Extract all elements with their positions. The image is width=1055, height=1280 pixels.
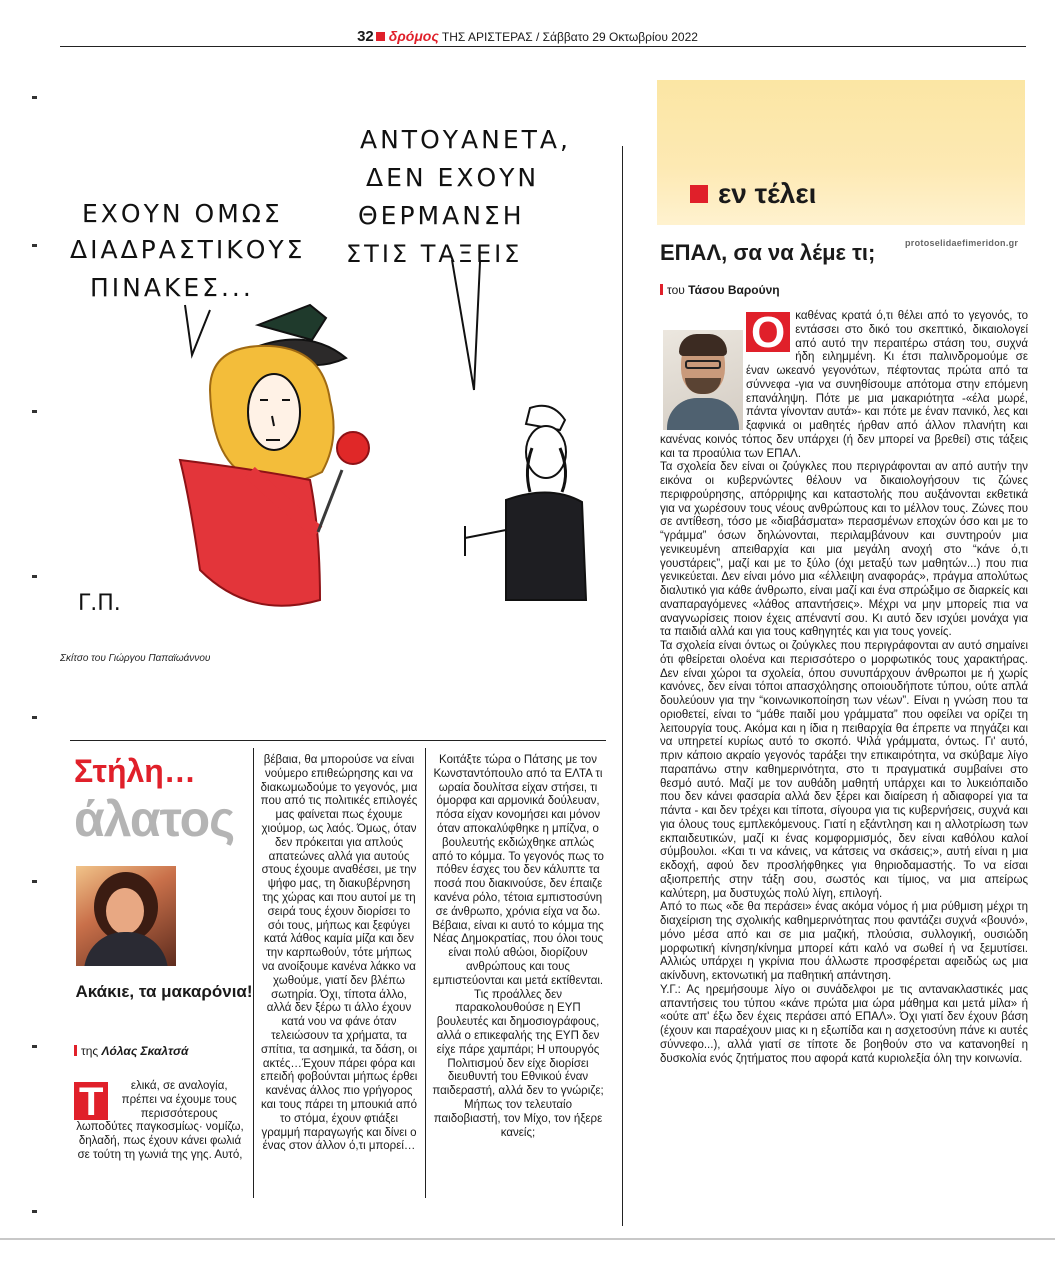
drop-cap: Τ	[74, 1082, 108, 1120]
author-photo	[76, 866, 176, 966]
column-separator	[425, 748, 426, 1198]
article-body	[660, 310, 1028, 1066]
margin-mark	[32, 96, 37, 99]
red-square-icon	[376, 32, 385, 41]
speech-right-line-1: ΑΝΤΟΥΑΝΕΤΑ,	[360, 125, 571, 154]
paragraph: Τα σχολεία δεν είναι οι ζούγκλες που περιγράφονται αν από αυτήν την εικόνα οι κυβερνώντες θέλουν να δικαιολογήσουν τις ζώνες περιφρούρησης, απόρριψης και καταστολής που αυξάνονται εκθετικά για να χωρέσουν τους νέους ανθρώπους και το μέλλον τους. Ζώνες που σε αντίθεση, τόσο με «διαβάσματα» περασμένων εποχών όσο και με το “γράμμα” όσων δηλώνονται, περιλαμβάνουν και συντηρούν μια γενικευμένη απειθαρχία και μια μεγάλη ανοχή στο “κάνε ό,τι γουστάρεις”, μαζί και με το ξύλο (όχι μεταξύ των μαθητών...) που πια γενικεύεται. Δεν είναι μόνο μια «έλλειψη αναφοράς», πράγμα απολύτως διαλυτικό για κάθε άνθρωπο, είναι μαζί και ένα σπρώξιμο σε διαρκείς και αναπαραγόμενες «λάθος απαντήσεις». Μέχρι να μην μπορείς πια να αναγνωρίσεις ποιον έχεις απέναντί σου. Κι αυτό δεν ισχύει μονάχα για τα παιδιά αλλά και για τους καθηγητές και για τους γονείς.	[660, 461, 1028, 639]
margin-mark	[32, 716, 37, 719]
speech-right-line-2: ΔΕΝ ΕΧΟΥΝ	[366, 163, 540, 192]
article-column-2: βέβαια, θα μπορούσε να είναι νούμερο επιθεώρησης και να διακωμωδούμε το γεγονός, μια που από τις πολιτικές επιλογές μας φαίνεται πως έχουμε χιούμορ, ως λαός. Όμως, όταν δεν πρόκειται για απλούς απατεώνες αλλά για αυτούς στους έχουμε αναθέσει, με την ψήφο μας, τη διακυβέρνηση της χώρας και που αυτοί με τη σειρά τους έχουν διορίσει το σόι τους, μήπως και ξεφύγει κατά λάθος καμία μίζα και δεν την καρπωθούν, τότε μήπως να ανοίξουμε κανένα λάκκο να χωθούμε, γιατί δεν βλέπω σωτηρία. Όχι, τίποτα άλλο, αλλά δεν ξέρω τι άλλο έχουν κατά νου να φάνε όταν τελειώσουν τα χρήματα, τα σπίτια, τα ασημικά, τα δάση, οι ακτές…Έχουν πάρει φόρα και επειδή φοβούνται μήπως έρθει κανένας άλλος πιο γρήγορος και τους πάρει τη μπουκιά από το στόμα, έχουν φτιάξει γραμμή παραγωγής και δίνει ο ένας στον άλλον ό,τι μπορεί…	[260, 754, 418, 1153]
speech-left-line-3: ΠΙΝΑΚΕΣ...	[90, 273, 254, 302]
article-headline: Ακάκιε, τα μακαρόνια!	[75, 982, 253, 1001]
page-number: 32	[357, 28, 374, 45]
column-separator	[253, 748, 254, 1198]
paper-name: δρόμος	[388, 28, 439, 44]
paragraph: Από το πως «δε θα περάσει» ένας ακόμα νόμος ή μια ρύθμιση μέχρι τη διαχείριση της σχολικής καθημερινότητας που φαντάζει συχνά «βουνό», μόνο μέσα από και σε μια μαζική, πλούσια, συλλογική, ουσιώδη μορφωτική κίνηση/κίνημα μπορεί κάτι καλό να σωθεί ή να ξεμυτίσει. Αλλιώς υπάρχει η γκρίνια που άλλωστε προσφέρεται αφειδώς ως μια ακίνδυνη, εκτονωτική μα παθητική απάντηση.	[660, 901, 1028, 982]
byline: της Λόλας Σκαλτσά	[74, 1044, 188, 1058]
article-column-1: Τ ελικά, σε αναλογία, πρέπει να έχουμε τους περισσότερους λωποδύτες παγκοσμίως· νομίζω, δηλαδή, πως έχουν κάνει φωλιά σε τούτη τη γωνιά της γης. Αυτό,	[74, 1080, 246, 1163]
paragraph: Ο καθένας κρατά ό,τι θέλει από το γεγονός, το εντάσσει στο δικό του σκεπτικό, δικαιολογεί από αυτό την περαιτέρω στάση του, συχνά ήδη ειλημμένη. Κι έτσι παλινδρομούμε σε έναν ωκεανό γεγονότων, πέφτοντας πρώτα από τα σύννεφα -για να συνηθίσουμε απότομα στην επόμενη επανάληψη. Πότε με μια μακαριότητα -«έλα μωρέ, πάντα γίνονταν αυτά»- και πότε με έναν πανικό, λες και ξαφνικά οι μαθητές ήρθαν από άλλον πλανήτη και κανένας κοινός τόπος δεν υπάρχει (ή δεν μπορεί να βρεθεί) στις τάξεις και τα προαύλια των ΕΠΑΛ.	[660, 308, 1028, 460]
margin-mark	[32, 880, 37, 883]
artist-signature: Γ.Π.	[78, 591, 121, 616]
column-separator	[622, 146, 623, 1226]
watermark: protoselidaefimeridon.gr	[905, 238, 1019, 248]
margin-mark	[32, 244, 37, 247]
speech-left-line-2: ΔΙΑΔΡΑΣΤΙΚΟΥΣ	[70, 235, 306, 264]
byline: του Τάσου Βαρούνη	[660, 283, 780, 297]
speech-right-line-3: ΘΕΡΜΑΝΣΗ	[358, 201, 525, 230]
column-title-subtitle: άλατος	[74, 791, 235, 847]
paragraph: Υ.Γ.: Ας ηρεμήσουμε λίγο οι συνάδελφοι με τις αντανακλαστικές μας απαντήσεις του τύπου «κάνε πρώτα μια ώρα μάθημα και μετά μίλα» ή «ούτε απ' έξω δεν έχεις περάσει από ΕΠΑΛ». Όχι γιατί δεν έχουν βάση (έχουν και παραέχουν μιας κι η εξωπίδα και η ασχετοσύνη πάνε κι αυτές σύννεφο...), αλλά γιατί σε τίποτε δε βοηθούν στο να κατανοηθεί η δυσκολία ενός ζητήματος που αφορά κατά κυριολεξία όλη την κοινωνία.	[660, 983, 1028, 1065]
section-rule	[70, 740, 606, 741]
author-name: Λόλας Σκαλτσά	[101, 1044, 189, 1058]
header-rule	[60, 46, 1026, 47]
margin-mark	[32, 575, 37, 578]
drop-cap: Ο	[746, 312, 790, 352]
cartoon-caption: Σκίτσο του Γιώργου Παπαϊωάννου	[60, 653, 211, 664]
paper-issue: ΤΗΣ ΑΡΙΣΤΕΡΑΣ / Σάββατο 29 Οκτωβρίου 2022	[441, 30, 698, 44]
red-square-icon	[690, 185, 708, 203]
margin-mark	[32, 1045, 37, 1048]
footer-rule	[0, 1238, 1055, 1240]
cartoon-sketch	[60, 100, 620, 660]
page-header	[0, 28, 1055, 45]
margin-mark	[32, 410, 37, 413]
speech-right-line-4: ΣΤΙΣ ΤΑΞΕΙΣ	[346, 240, 523, 268]
article-headline: ΕΠΑΛ, σα να λέμε τι;	[660, 240, 876, 265]
article-column-3: Κοιτάξτε τώρα ο Πάτσης με τον Κωνσταντόπουλο από τα ΕΛΤΑ τι ωραία δουλίτσα είχαν στήσει, τι όμορφα και αρμονικά δούλευαν, πόσα είχαν κονομήσει και μόνον όταν αποκαλύφθηκε η μπίζνα, ο βουλευτής εκδιώχθηκε απλώς από το κόμμα. Το γεγονός πως το πόθεν έσχες του δεν κάλυπτε τα ποσά που διακινούσε, δεν έπαιζε κανένα ρόλο, τέτοια εμπιστοσύνη σε άνθρωπο, χρόνια είχα να δω. Βέβαια, είναι κι αυτό το κόμμα της Νέας Δημοκρατίας, που όλοι τους είναι πολύ αθώοι, διορίζουν ανθρώπους και τους εμπιστεύονται και μετά εκτίθενται. Τις προάλλες δεν παρακολουθούσε η ΕΥΠ βουλευτές και δημοσιογράφους, αλλά ο επικεφαλής της ΕΥΠ δεν είχε πάρε χαμπάρι; Η υπουργός Πολιτισμού δεν είχε διορίσει διευθυντή του Εθνικού έναν παιδεραστή, αλλά δεν το γνώριζε; Μήπως τον τελευταίο παιδοβιαστή, τον Μίχο, τον ήξερε κανείς;	[432, 754, 604, 1139]
section-title: εν τέλει	[690, 178, 816, 210]
author-name: Τάσου Βαρούνη	[688, 283, 780, 297]
column-title: Στήλη…	[74, 753, 196, 789]
speech-left-line-1: ΕΧΟΥΝ ΟΜΩΣ	[82, 199, 283, 228]
margin-mark	[32, 1210, 37, 1213]
paragraph: Τα σχολεία είναι όντως οι ζούγκλες που περιγράφονται αν αυτό σημαίνει ότι φθείρεται ολοένα και περισσότερο ο μορφωτικός τους χαρακτήρας. Δεν είναι χώροι τα σχολεία, όπου συνυπάρχουν άνθρωποι με ή χωρίς κανόνες, δεν είναι τόποι απασχόλησης οποιουδήποτε τύπου, ούτε απλά δουλεύουν για την “κοινωνικοποίηση των νέων”. Είναι η γνώση που τα οριοθετεί, είναι το “μάθε παιδί μου γράμματα” που οφείλει να ορίζει τη λειτουργία τους. Ακόμα και η ίδια η πειθαρχία θα έπρεπε να πηγάζει και να υπηρετεί κυρίως αυτό το σκοπό. Ψιλά γράμματα, όντως. Γι' αυτό, πριν κάποιο ακραίο γεγονός ταράξει την επικαιρότητα, να σκύβαμε λίγο παραπάνω στην καθημερινότητα, στο τι πραγματικά συμβαίνει στο θεσμό αυτό. Μαζί με τον αυθάδη μαθητή υπάρχει και το λυκειόπαιδο που δεν κάνει φασαρία αλλά δεν ξέρει και διαίρεση ή αδιαφορεί για τα πάντα - και δεν τρέχει και τίποτα, σίγουρα για τις κυβερνήσεις, συχνά και για όλους τους εμπλεκόμενους. Γιατί η εξάντληση και η αλλοτρίωση των εκπαιδευτικών, μαζί κι ένας κομφορμισμός, δεν είναι καθόλου καλοί σύμβουλοι. «Και τι να κάνεις, να κάτσεις να σκάσεις;», αυτή είναι η μια εκδοχή, αφού δεν προσλήφθηκες για θηριοδαμαστής. Το να είσαι αξιοπρεπής στην τάξη σου, σωστός και τίμιος, να μια απείρως καλύτερη, μα δυστυχώς πολύ λίγη, επιλογή.	[660, 640, 1028, 900]
